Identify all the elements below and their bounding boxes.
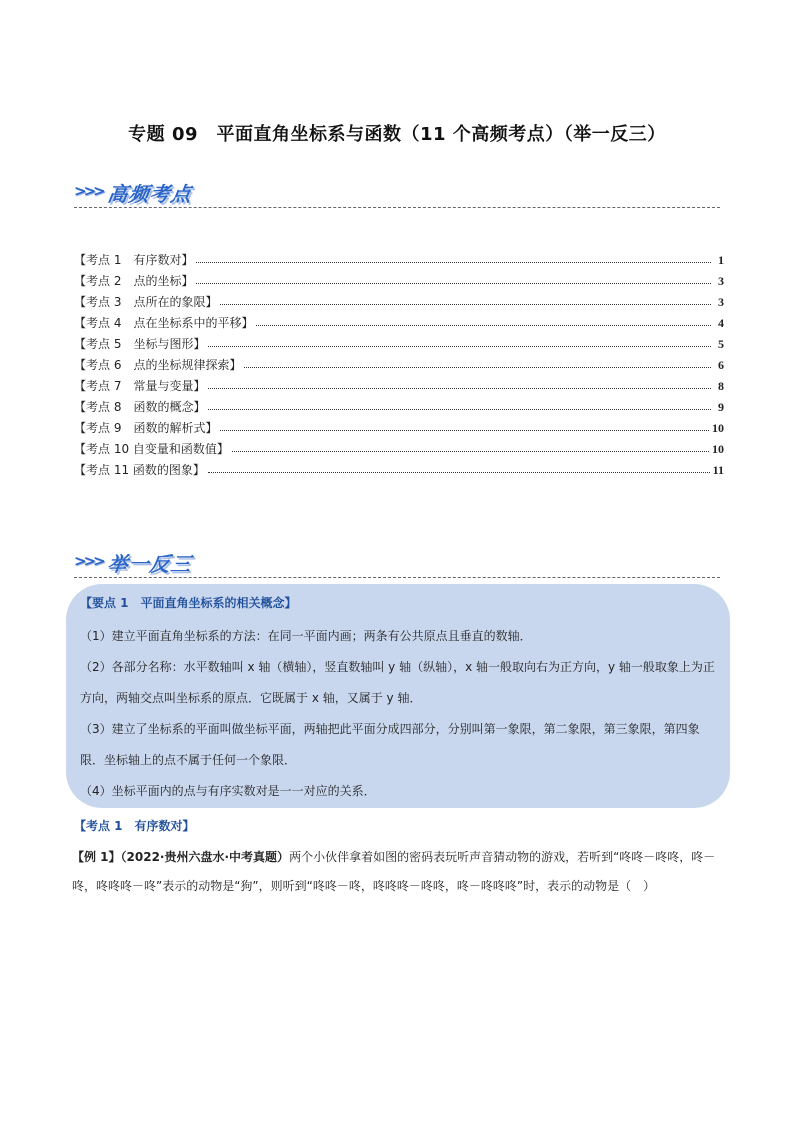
toc-item-page: 1 bbox=[718, 253, 724, 267]
page-title: 专题 09 平面直角坐标系与函数（11 个高频考点）（举一反三） bbox=[128, 124, 666, 145]
keypoint-paragraph: （4）坐标平面内的点与有序实数对是一一对应的关系． bbox=[80, 784, 376, 798]
dashed-divider bbox=[74, 207, 720, 208]
example-text: 两个小伙伴拿着如图的密码表玩听声音猜动物的游戏，若听到“咚咚－咚咚，咚－咚，咚咚咚－咚”表示的动物是“狗”，则听到“咚咚－咚，咚咚咚－咚咚，咚－咚咚咚”时，表示的动物是（ ） bbox=[72, 850, 716, 893]
toc-item-page: 9 bbox=[718, 400, 724, 414]
toc-item-page: 4 bbox=[718, 316, 724, 330]
toc-item-page: 10 bbox=[712, 421, 724, 435]
arrow-icon: >>> bbox=[74, 182, 103, 200]
dot-leader bbox=[256, 325, 711, 326]
toc-item-label: 【考点 4 点在坐标系中的平移】 bbox=[74, 316, 254, 330]
toc-item-label: 【考点 2 点的坐标】 bbox=[74, 274, 194, 288]
toc-item[interactable] bbox=[74, 415, 724, 436]
toc-item-page: 6 bbox=[718, 358, 724, 372]
dot-leader bbox=[220, 304, 711, 305]
keypoint-heading: 【要点 1 平面直角坐标系的相关概念】 bbox=[80, 596, 297, 610]
toc-item[interactable] bbox=[74, 289, 724, 310]
toc-item-page: 5 bbox=[718, 337, 724, 351]
toc-item-page: 11 bbox=[712, 463, 724, 477]
toc-item[interactable] bbox=[74, 436, 724, 457]
example-question bbox=[72, 843, 724, 901]
section-banner-practice bbox=[74, 548, 720, 578]
toc-item-label: 【考点 5 坐标与图形】 bbox=[74, 337, 206, 351]
toc-item-page: 8 bbox=[718, 379, 724, 393]
toc-item-label: 【考点 9 函数的解析式】 bbox=[74, 421, 218, 435]
dot-leader bbox=[208, 388, 711, 389]
toc-item-label: 【考点 11 函数的图象】 bbox=[74, 463, 205, 477]
banner-label: 举一反三 bbox=[106, 552, 194, 576]
dot-leader bbox=[208, 346, 711, 347]
toc-item[interactable] bbox=[74, 352, 724, 373]
toc-item-page: 3 bbox=[718, 274, 724, 288]
keypoint-box bbox=[66, 584, 730, 808]
example-source: （2022·贵州六盘水·中考真题） bbox=[120, 850, 290, 864]
toc-item-page: 3 bbox=[718, 295, 724, 309]
toc-item[interactable] bbox=[74, 394, 724, 415]
arrow-icon: >>> bbox=[74, 552, 103, 570]
dot-leader bbox=[196, 283, 711, 284]
dot-leader bbox=[220, 430, 709, 431]
toc-item-label: 【考点 1 有序数对】 bbox=[74, 253, 194, 267]
section-banner-toc bbox=[74, 178, 720, 208]
toc-item-label: 【考点 6 点的坐标规律探索】 bbox=[74, 358, 242, 372]
dot-leader bbox=[196, 262, 711, 263]
toc-item-label: 【考点 10 自变量和函数值】 bbox=[74, 442, 229, 456]
keypoint-paragraph: （2）各部分名称：水平数轴叫 x 轴（横轴），竖直数轴叫 y 轴（纵轴），x 轴一般取向右为正方向，y 轴一般取象上为正方向，两轴交点叫坐标系的原点．它既属于 x 轴，又属于 y 轴． bbox=[80, 660, 715, 705]
dashed-divider bbox=[74, 577, 720, 578]
dot-leader bbox=[244, 367, 711, 368]
keypoint-paragraph: （3）建立了坐标系的平面叫做坐标平面，两轴把此平面分成四部分，分别叫第一象限，第二象限，第三象限，第四象限．坐标轴上的点不属于任何一个象限． bbox=[80, 722, 700, 767]
toc-item-label: 【考点 7 常量与变量】 bbox=[74, 379, 206, 393]
toc-item-label: 【考点 8 函数的概念】 bbox=[74, 400, 206, 414]
toc-item[interactable] bbox=[74, 268, 724, 289]
toc-item[interactable] bbox=[74, 247, 724, 268]
example-label: 【例 1】 bbox=[72, 850, 121, 864]
toc-item[interactable] bbox=[74, 373, 724, 394]
toc-item[interactable] bbox=[74, 457, 724, 478]
keypoint-paragraph: （1）建立平面直角坐标系的方法：在同一平面内画；两条有公共原点且垂直的数轴． bbox=[80, 629, 532, 643]
toc-item-label: 【考点 3 点所在的象限】 bbox=[74, 295, 218, 309]
toc-item-page: 10 bbox=[712, 442, 724, 456]
dot-leader bbox=[232, 451, 709, 452]
table-of-contents bbox=[74, 247, 724, 478]
banner-label: 高频考点 bbox=[106, 182, 194, 206]
dot-leader bbox=[208, 409, 711, 410]
toc-item[interactable] bbox=[74, 310, 724, 331]
toc-item[interactable] bbox=[74, 331, 724, 352]
dot-leader bbox=[208, 472, 710, 473]
section-heading: 【考点 1 有序数对】 bbox=[74, 819, 195, 833]
